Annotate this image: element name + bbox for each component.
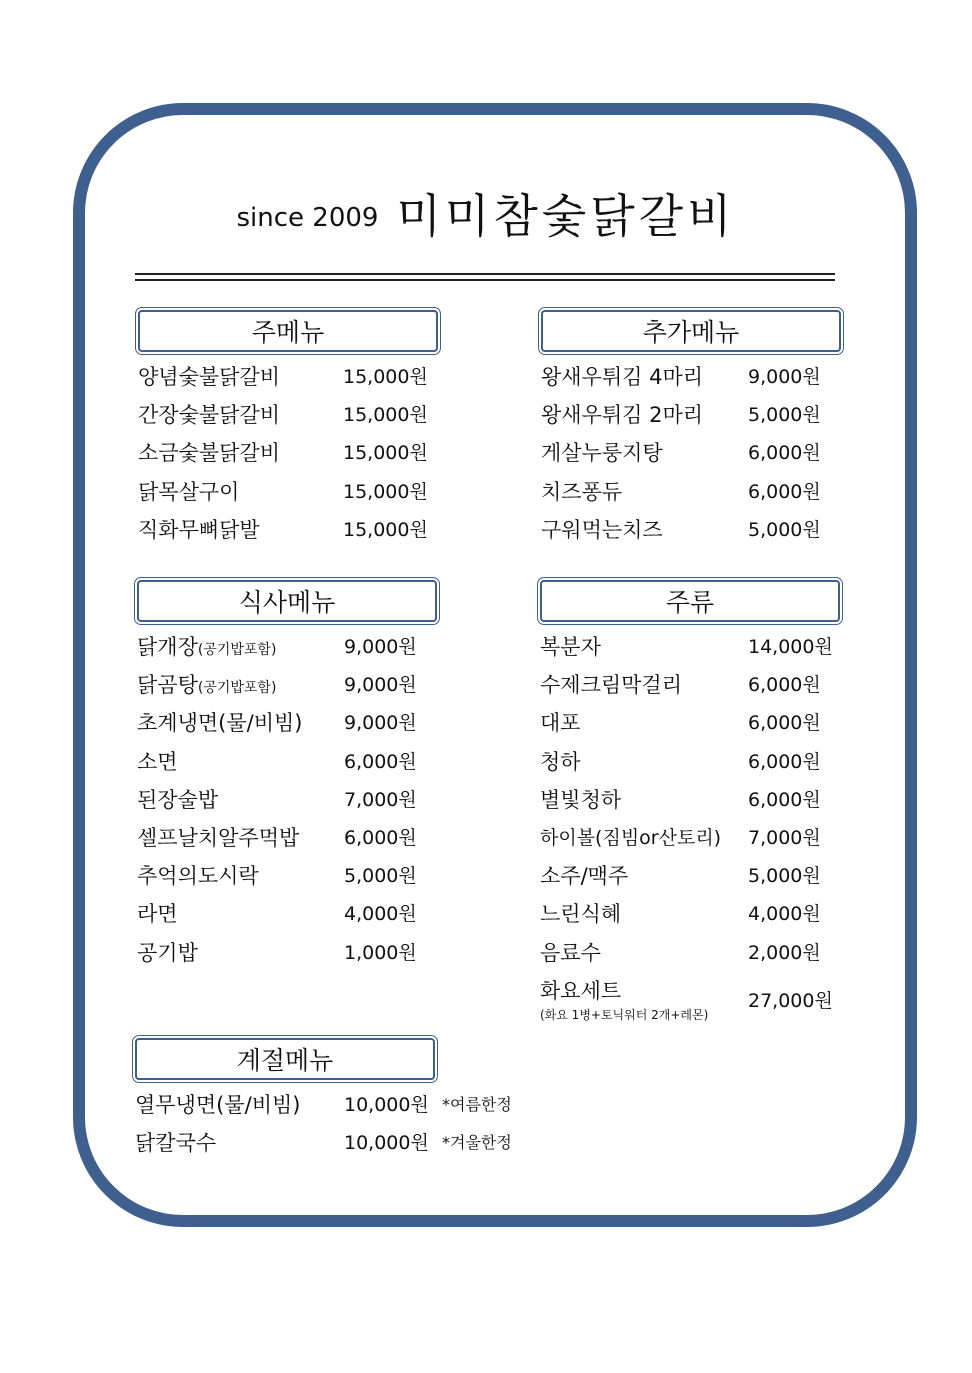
extra-menu-header: 추가메뉴 <box>541 310 841 352</box>
menu-item <box>137 670 437 708</box>
item-name: 라면 <box>137 902 178 927</box>
item-price: 6,000원 <box>748 788 821 811</box>
drinks-menu-header: 주류 <box>540 580 840 622</box>
item-name: 셀프날치알주먹밥 <box>137 825 300 850</box>
item-price: 6,000원 <box>748 442 821 465</box>
title-divider <box>135 279 835 281</box>
menu-item <box>540 899 840 937</box>
main-menu-section <box>138 310 438 553</box>
menu-item <box>540 861 840 899</box>
item-price: 6,000원 <box>344 826 417 849</box>
menu-item <box>137 823 437 861</box>
item-name: 게살누룽지탕 <box>541 441 663 466</box>
item-name: 음료수 <box>540 940 601 965</box>
item-price: 6,000원 <box>748 712 821 735</box>
item-name: 왕새우튀김 2마리 <box>541 403 704 428</box>
menu-item <box>137 632 437 670</box>
item-price: 9,000원 <box>344 674 417 697</box>
menu-item <box>135 1128 512 1166</box>
item-name: 대포 <box>540 711 581 736</box>
drinks-menu-section <box>540 580 840 1026</box>
item-price: 2,000원 <box>748 941 821 964</box>
set-description: (화요 1병+토닉워터 2개+레몬) <box>540 1007 709 1022</box>
extra-menu-section <box>541 310 841 553</box>
item-name: 치즈퐁듀 <box>541 479 623 504</box>
menu-item <box>137 708 437 746</box>
menu-item <box>541 477 841 515</box>
item-name: 소금숯불닭갈비 <box>138 441 281 466</box>
item-name: 직화무뼈닭발 <box>138 517 260 542</box>
menu-item <box>137 785 437 823</box>
item-name-main: 닭개장 <box>137 635 198 659</box>
menu-item <box>135 1090 512 1128</box>
item-name: 하이볼(짐빔or산토리) <box>540 826 722 849</box>
restaurant-name: 미미참숯닭갈비 <box>396 189 736 243</box>
item-price: 6,000원 <box>748 750 821 773</box>
menu-item <box>540 747 840 785</box>
item-note: *겨울한정 <box>442 1133 512 1153</box>
item-price: 5,000원 <box>748 518 821 541</box>
seasonal-menu-header: 계절메뉴 <box>135 1038 435 1080</box>
menu-item <box>540 632 840 670</box>
menu-item <box>137 747 437 785</box>
seasonal-menu-section <box>135 1038 512 1166</box>
item-price: 14,000원 <box>748 636 833 658</box>
item-name: 양념숯불닭갈비 <box>138 365 281 389</box>
menu-item-set <box>540 976 840 1026</box>
item-price: 1,000원 <box>344 941 417 964</box>
item-name: 수제크림막걸리 <box>540 673 683 698</box>
since-text: since 2009 <box>236 203 379 233</box>
item-price: 15,000원 <box>343 518 428 541</box>
menu-item <box>138 438 438 476</box>
item-price: 9,000원 <box>748 366 821 388</box>
item-price: 7,000원 <box>748 826 821 849</box>
item-name: 화요세트 <box>540 978 622 1003</box>
menu-item <box>138 362 438 400</box>
item-price: 6,000원 <box>748 674 821 697</box>
item-name: 복분자 <box>540 635 601 659</box>
item-price: 9,000원 <box>344 636 417 658</box>
item-price: 9,000원 <box>344 712 417 735</box>
meal-menu-header: 식사메뉴 <box>137 580 437 622</box>
item-price: 6,000원 <box>748 480 821 503</box>
menu-item <box>138 477 438 515</box>
item-name: 된장술밥 <box>137 787 219 812</box>
item-price: 5,000원 <box>748 865 821 888</box>
item-name: 구워먹는치즈 <box>541 517 663 542</box>
menu-item <box>137 899 437 937</box>
item-name: 닭목살구이 <box>138 479 240 504</box>
menu-item <box>540 670 840 708</box>
menu-item <box>138 400 438 438</box>
item-price: 15,000원 <box>343 404 428 427</box>
item-name: 열무냉면(물/비빔) <box>135 1093 301 1117</box>
menu-item <box>541 362 841 400</box>
item-name: 느린식혜 <box>540 902 622 927</box>
menu-item <box>541 515 841 553</box>
item-note: *여름한정 <box>442 1095 512 1114</box>
item-name: 초계냉면(물/비빔) <box>137 711 303 736</box>
item-price: 4,000원 <box>344 903 417 926</box>
item-price: 4,000원 <box>748 903 821 926</box>
item-price: 15,000원 <box>343 480 428 503</box>
item-price: 10,000원 <box>344 1132 429 1155</box>
menu-title <box>0 180 972 246</box>
item-name: 공기밥 <box>137 940 198 965</box>
item-price: 6,000원 <box>344 750 417 773</box>
title-divider <box>135 273 835 275</box>
item-price: 7,000원 <box>344 788 417 811</box>
menu-item <box>540 708 840 746</box>
item-name-main: 닭곰탕 <box>137 673 198 698</box>
item-note: (공기밥포함) <box>197 680 277 697</box>
item-name: 추억의도시락 <box>137 864 259 889</box>
item-note: (공기밥포함) <box>197 642 277 658</box>
menu-item <box>138 515 438 553</box>
item-name <box>137 670 276 703</box>
menu-item <box>137 938 437 976</box>
menu-item <box>137 861 437 899</box>
item-price: 27,000원 <box>748 989 833 1012</box>
menu-item <box>541 400 841 438</box>
main-menu-header: 주메뉴 <box>138 310 438 352</box>
item-price: 5,000원 <box>748 404 821 427</box>
meal-menu-section <box>137 580 437 976</box>
item-name: 소주/맥주 <box>540 864 629 889</box>
menu-item <box>540 938 840 976</box>
menu-item <box>540 823 840 861</box>
item-name: 간장숯불닭갈비 <box>138 403 281 428</box>
item-name: 별빛청하 <box>540 787 622 812</box>
item-price: 10,000원 <box>344 1094 429 1116</box>
item-name: 닭칼국수 <box>135 1131 217 1156</box>
item-price: 15,000원 <box>343 442 428 465</box>
item-name: 소면 <box>137 749 178 774</box>
item-name <box>137 632 276 665</box>
menu-item <box>541 438 841 476</box>
item-price: 15,000원 <box>343 366 428 388</box>
item-name: 왕새우튀김 4마리 <box>541 365 704 389</box>
menu-item <box>540 785 840 823</box>
item-name: 청하 <box>540 749 581 774</box>
item-price: 5,000원 <box>344 865 417 888</box>
